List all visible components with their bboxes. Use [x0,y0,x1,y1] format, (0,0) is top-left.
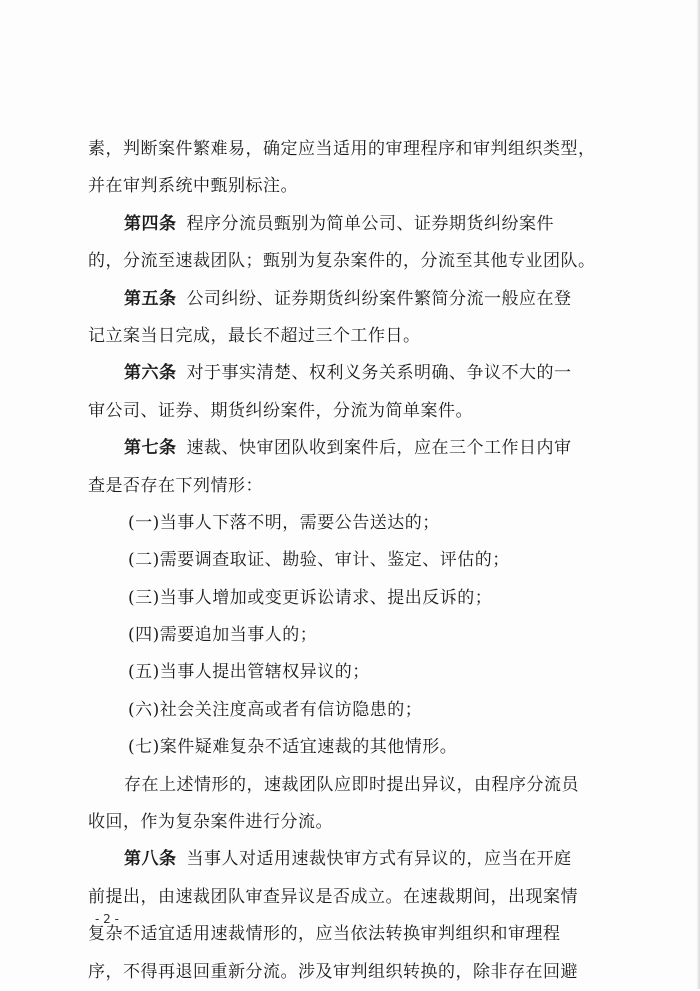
article-text: 速裁、快审团队收到案件后，应在三个工作日内审 [186,438,572,459]
list-item: (七)案件疑难复杂不适宜速裁的其他情形。 [128,737,458,758]
article-5-line [88,281,618,318]
text-line: 审公司、证券、期货纠纷案件，分流为简单案件。 [88,400,473,421]
article-6-line [88,355,618,392]
list-item: (六)社会关注度高或者有信访隐患的； [128,699,423,720]
text-line: 复杂不适宜适用速裁情形的，应当依法转换审判组织和审理程 [88,924,561,945]
text-line: 并在审判系统中甄别标注。 [88,176,298,197]
article-text: 当事人对适用速裁快审方式有异议的，应当在开庭 [186,849,572,870]
text-line: 查是否存在下列情形： [88,475,263,496]
article-heading: 第四条 [124,213,177,234]
text-line: 收回，作为复杂案件进行分流。 [88,812,333,833]
article-7-line [88,430,618,467]
article-text: 程序分流员甄别为简单公司、证券期货纠纷案件 [186,213,554,234]
article-8-line [88,841,618,878]
text-line: 素，判断案件繁难易，确定应当适用的审理程序和审判组织类型， [88,139,596,159]
article-4-line [88,206,618,243]
list-item: (四)需要追加当事人的； [128,625,318,646]
text-line: 存在上述情形的，速裁团队应即时提出异议，由程序分流员 [124,774,579,795]
text-line: 记立案当日完成，最长不超过三个工作日。 [88,325,421,346]
article-heading: 第八条 [124,849,177,870]
scan-edge [696,0,700,989]
text-line: 前提出，由速裁团队审查异议是否成立。在速裁期间，出现案情 [88,886,578,907]
text-line: 序，不得再退回重新分流。涉及审判组织转换的，除非存在回避 [88,961,578,982]
text-line: 的，分流至速裁团队；甄别为复杂案件的，分流至其他专业团队。 [88,251,596,272]
list-item: (二)需要调查取证、勘验、审计、鉴定、评估的； [128,550,510,571]
list-item: (三)当事人增加或变更诉讼请求、提出反诉的； [128,587,493,608]
page-number: - 2 - [95,912,119,926]
article-heading: 第六条 [124,363,177,384]
list-item: (一)当事人下落不明，需要公告送达的； [128,512,440,533]
article-heading: 第五条 [124,288,177,309]
list-item: (五)当事人提出管辖权异议的； [128,662,370,683]
article-heading: 第七条 [124,438,177,459]
body-text [88,131,618,991]
article-text: 对于事实清楚、权利义务关系明确、争议不大的一 [186,363,572,384]
article-text: 公司纠纷、证券期货纠纷案件繁简分流一般应在登 [186,288,572,309]
